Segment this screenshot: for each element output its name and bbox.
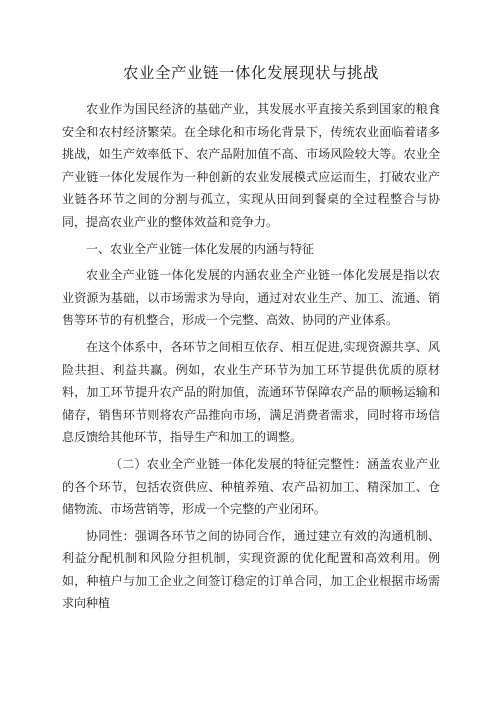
intro-paragraph: 农业作为国民经济的基础产业，其发展水平直接关系到国家的粮食安全和农村经济繁荣。在全球化和市场化背景下，传统农业面临着诸多挑战，如生产效率低下、农产品附加值不高、市场风险较大等。农业全产业链一体化发展作为一种创新的农业发展模式应运而生，打破农业产业链各环节之间的分割与孤立，实现从田间到餐桌的全过程整合与协同，提高农业产业的整体效益和竞争力。 [62, 102, 440, 229]
section-heading-1: 一、农业全产业链一体化发展的内涵与特征 [86, 241, 315, 256]
subsection-heading-2: （二）农业全产业链一体化发展的特征完整性：涵盖农业产业的各个环节，包括农资供应、种植养殖、农产品初加工、精深加工、仓储物流、市场营销等，形成一个完整的产业闭环。 [62, 456, 440, 517]
body-paragraph-3: 在这个体系中，各环节之间相互依存、相互促进,实现资源共享、风险共担、利益共赢。例如，农业生产环节为加工环节提供优质的原材料，加工环节提升农产品的附加值，流通环节保障农产品的顺畅运输和储存，销售环节则将农产品推向市场，满足消费者需求，同时将市场信息反馈给其他环节，指导生产和加工的调整。 [62, 339, 440, 445]
document-title: 农业全产业链一体化发展现状与挑战 [122, 64, 379, 82]
body-paragraph-2: 农业全产业链一体化发展的内涵农业全产业链一体化发展是指以农业资源为基础，以市场需求为导向，通过对农业生产、加工、流通、销售等环节的有机整合，形成一个完整、高效、协同的产业体系。 [62, 268, 440, 328]
body-paragraph-4: 协同性：强调各环节之间的协同合作，通过建立有效的沟通机制、利益分配机制和风险分担机制，实现资源的优化配置和高效利用。例如，种植户与加工企业之间签订稳定的订单合同，加工企业根据市场需求向种植 [62, 528, 440, 611]
document-page [62, 60, 440, 619]
